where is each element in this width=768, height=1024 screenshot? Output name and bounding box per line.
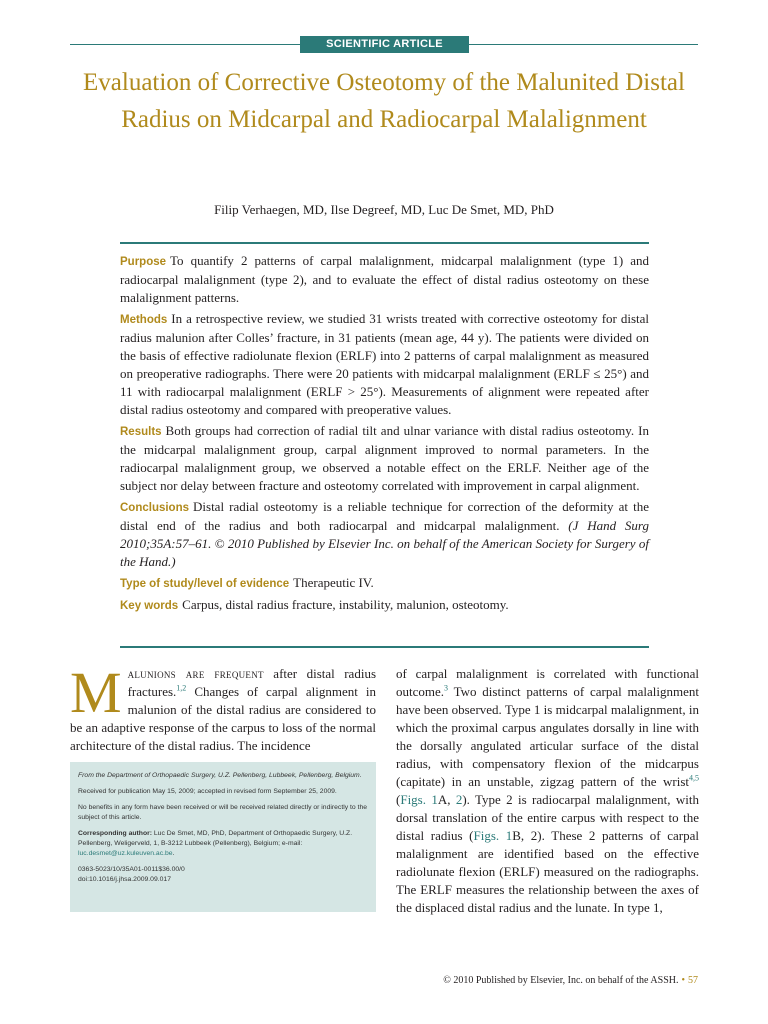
drop-cap: M [70,660,122,725]
abstract-purpose [120,252,649,307]
right-text-e: ). Type 2 is radiocarpal malalignment, with dorsal translation of the entire carpus with respect to the distal radius ( [396,792,700,843]
page-footer [360,975,698,986]
corresponding-author [78,829,368,859]
abstract-bottom-rule [120,646,649,648]
study-type-text: Therapeutic IV. [293,575,374,590]
doi-line: doi:10.1016/j.jhsa.2009.09.017 [78,876,171,883]
study-type-label: Type of study/level of evidence [120,578,290,590]
right-text-d: A, [437,792,456,807]
results-label: Results [120,426,162,438]
abstract-study-type [120,574,649,593]
article-info-box [70,762,376,912]
citation-ref[interactable]: 1,2 [176,683,187,693]
body-right-column [396,665,699,917]
right-text-a: of carpal malalignment is correlated with functional outcome. [396,666,699,699]
conclusions-citation: (J Hand Surg 2010;35A:57–61. © 2010 Published by Elsevier Inc. on behalf of the American Society for Surgery of the Hand.) [120,518,649,569]
right-text-c: ( [396,792,401,807]
conclusions-text: Distal radial osteotomy is a reliable technique for correction of the deformity at the distal end of the radius and both radiocarpal and midcarpal malalignment. [120,499,649,533]
corresponding-label: Corresponding author: [78,830,153,837]
article-title: Evaluation of Corrective Osteotomy of the Malunited Distal Radius on Midcarpal and Radiocarpal Malalignment [83,69,685,133]
email-link[interactable]: luc.desmet@uz.kuleuven.ac.be [78,850,173,857]
figure-link[interactable]: 2 [455,792,463,807]
section-label: SCIENTIFIC ARTICLE [300,36,469,53]
intro-paragraph [70,660,376,755]
keywords-label: Key words [120,600,179,612]
citation-ref[interactable]: 3 [444,683,449,693]
methods-text: In a retrospective review, we studied 31 wrists treated with corrective osteotomy for distal radius malunion after Colles’ fracture, in 31 patients (mean age, 44 y). The patients were divided on the basis of effective radiolunate flexion (ERLF) into 2 patterns of carpal malalignment as measured on preoperative radiographs. There were 20 patients with midcarpal malalignment (ERLF ≤ 25°) and 11 with radiocarpal malalignment (ERLF > 25°). Measurements of alignment were repeated after distal radius osteotomy and compared with preoperative values. [120,311,649,417]
purpose-text: To quantify 2 patterns of carpal malalignment, midcarpal malalignment (type 1) and radiocarpal malalignment (type 2), and to evaluate the effect of distal radius osteotomy on these malalignment patterns. [120,253,649,305]
intro-text-a: after distal radius fractures. [127,666,376,699]
purpose-label: Purpose [120,256,167,268]
footer-copyright: © 2010 Published by Elsevier, Inc. on behalf of the ASSH. [443,975,679,986]
intro-smallcaps: alunions are frequent [127,666,264,681]
page-number: 57 [688,975,698,986]
results-text: Both groups had correction of radial tilt and ulnar variance with distal radius osteotomy. In the midcarpal malalignment group, carpal alignment improved to normal parameters. In the radiocarpal malalignment group, we observed a notable effect on the ERLF. Neither age of the subject nor delay between fracture and osteotomy correlated with improvement in carpal alignment. [120,423,649,493]
methods-label: Methods [120,314,168,326]
figure-link[interactable]: Figs. 1 [473,828,513,843]
received-note: Received for publication May 15, 2009; accepted in revised form September 25, 2009. [78,788,337,795]
body-left-column [70,660,376,755]
right-text-b: Two distinct patterns of carpal malalignment have been observed. Type 1 is midcarpal malalignment, in which the proximal carpus angulates dorsally in line with the dorsally angulated articular surface of the distal radius, with compensatory flexion of the midcarpus (capitate) in an unstable, zigzag pattern of the wrist [396,684,699,789]
issn-line: 0363-5023/10/35A01-0011$36.00/0 [78,866,185,873]
citation-ref[interactable]: 4,5 [689,773,699,783]
right-text-f: B, 2). These 2 patterns of carpal malalignment are identified based on the effective radiolunate flexion (ERLF) measured on the radiographs. The ERLF measures the relationship between the axes of the displaced distal radius and the lunate. In type 1, [396,828,699,915]
figure-link[interactable]: Figs. 1 [400,792,438,807]
footer-bullet: • [681,975,685,986]
affiliation-note: From the Department of Orthopaedic Surgery, U.Z. Pellenberg, Lubbeek, Pellenberg, Belgium. [78,772,362,779]
abstract-keywords [120,596,649,615]
keywords-text: Carpus, distal radius fracture, instability, malunion, osteotomy. [182,597,509,612]
abstract-conclusions [120,498,649,571]
intro-text-b: Changes of carpal alignment in malunion of the distal radius are considered to be an adaptive response of the carpus to loss of the normal architecture of the distal radius. The incidence [70,684,376,753]
email-end: . [172,850,175,857]
conclusions-label: Conclusions [120,502,190,514]
abstract-results [120,422,649,495]
conflict-note: No benefits in any form have been received or will be received related directly or indirectly to the subject of this article. [78,804,368,821]
author-list: Filip Verhaegen, MD, Ilse Degreef, MD, Luc De Smet, MD, PhD [214,202,554,217]
abstract [120,242,649,618]
corresponding-text: Luc De Smet, MD, PhD, Department of Orthopaedic Surgery, U.Z. Pellenberg, Weligerveld, 1, B-3212 Lubbeek (Pellenberg), Belgium; e-mail: [78,830,353,847]
right-paragraph [396,665,699,917]
abstract-methods [120,310,649,419]
